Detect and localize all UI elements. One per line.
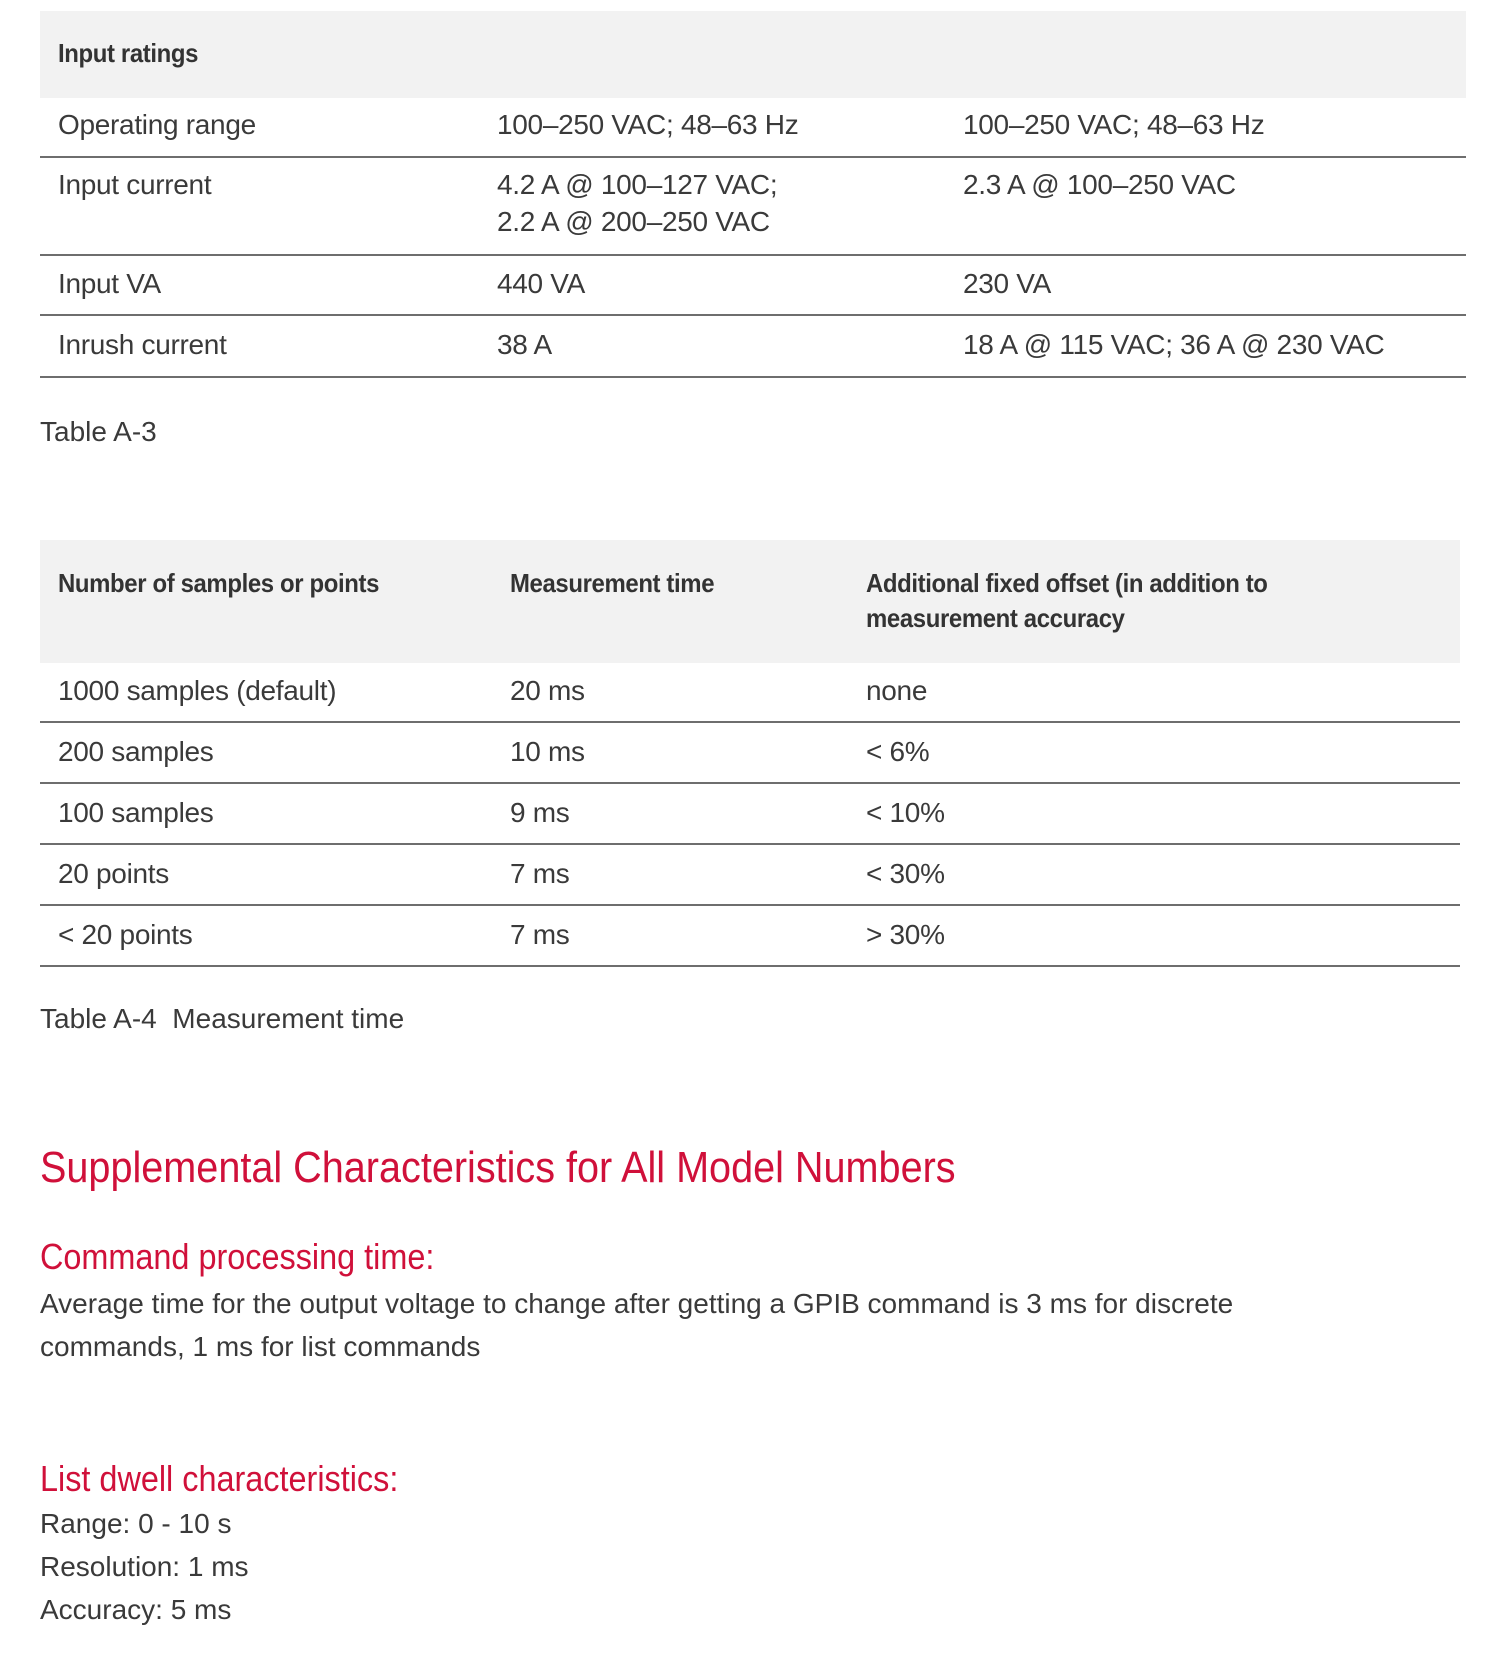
cell: < 6%: [866, 736, 930, 767]
header-measurement-time: Measurement time: [510, 568, 715, 598]
table-caption: Table A-3: [40, 416, 157, 447]
table-caption: Table A-4 Measurement time: [40, 1003, 405, 1034]
cell: 20 ms: [510, 675, 585, 706]
command-text-line1: Average time for the output voltage to change after getting a GPIB command is 3 ms for discrete: [40, 1288, 1234, 1319]
row-label: Input VA: [58, 268, 161, 299]
table-row: [40, 663, 1460, 723]
table-row: [40, 723, 1460, 784]
cell: > 30%: [866, 919, 945, 950]
section-title: Supplemental Characteristics for All Model Numbers: [40, 1143, 956, 1192]
table-header: [40, 11, 1466, 98]
header-samples: Number of samples or points: [58, 568, 380, 598]
table-measurement-time: [40, 540, 1460, 967]
cell: 10 ms: [510, 736, 585, 767]
cell: 4.2 A @ 100–127 VAC;: [497, 169, 778, 200]
table-row: [40, 256, 1466, 316]
command-text-line2: commands, 1 ms for list commands: [40, 1331, 481, 1362]
command-heading: Command processing time:: [40, 1236, 435, 1277]
dwell-accuracy: Accuracy: 5 ms: [40, 1594, 232, 1625]
table-header: [40, 540, 1460, 663]
cell: 200 samples: [58, 736, 214, 767]
cell: 38 A: [497, 329, 552, 360]
cell: < 30%: [866, 858, 945, 889]
dwell-resolution: Resolution: 1 ms: [40, 1551, 249, 1582]
dwell-heading: List dwell characteristics:: [40, 1458, 399, 1499]
cell: 230 VA: [963, 268, 1051, 299]
row-label: Input current: [58, 169, 212, 200]
table-row: [40, 906, 1460, 967]
cell: 7 ms: [510, 919, 570, 950]
table-input-ratings: [40, 11, 1466, 378]
cell: none: [866, 675, 928, 706]
table-row: [40, 845, 1460, 906]
cell: 9 ms: [510, 797, 570, 828]
cell: 1000 samples (default): [58, 675, 337, 706]
table-row: [40, 98, 1466, 158]
row-label: Operating range: [58, 109, 256, 140]
cell: 440 VA: [497, 268, 585, 299]
row-label: Inrush current: [58, 329, 227, 360]
cell: < 10%: [866, 797, 945, 828]
table-row: [40, 784, 1460, 845]
cell: 7 ms: [510, 858, 570, 889]
cell: 2.2 A @ 200–250 VAC: [497, 206, 770, 237]
header-offset-line2: measurement accuracy: [866, 603, 1125, 633]
cell: 100–250 VAC; 48–63 Hz: [963, 109, 1265, 140]
cell: 20 points: [58, 858, 169, 889]
cell: 100 samples: [58, 797, 214, 828]
table-row: [40, 316, 1466, 378]
dwell-range: Range: 0 - 10 s: [40, 1508, 232, 1539]
cell: 100–250 VAC; 48–63 Hz: [497, 109, 799, 140]
table-row: [40, 158, 1466, 256]
header-input-ratings: Input ratings: [58, 38, 199, 68]
cell: 2.3 A @ 100–250 VAC: [963, 169, 1236, 200]
cell: 18 A @ 115 VAC; 36 A @ 230 VAC: [963, 329, 1385, 360]
cell: < 20 points: [58, 919, 193, 950]
header-offset: Additional fixed offset (in addition to: [866, 568, 1268, 598]
